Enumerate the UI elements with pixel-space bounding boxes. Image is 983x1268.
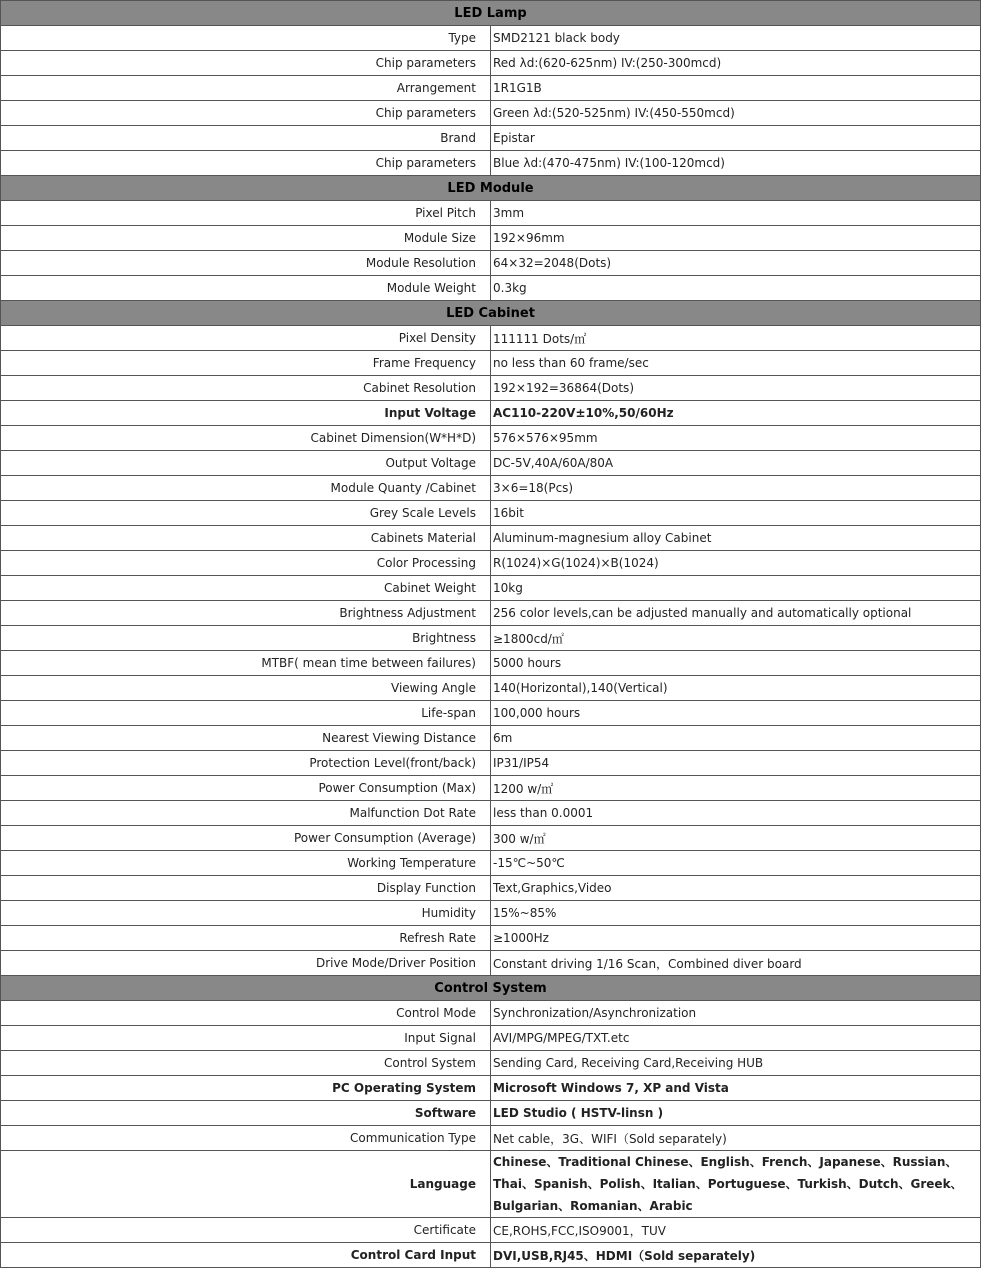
- spec-row: [1, 1126, 981, 1151]
- spec-value: Synchronization/Asynchronization: [491, 1001, 981, 1026]
- spec-row: [1, 451, 981, 476]
- spec-label: Protection Level(front/back): [1, 751, 491, 776]
- spec-label: Power Consumption (Average): [1, 826, 491, 851]
- spec-value: Blue λd:(470-475nm) IV:(100-120mcd): [491, 151, 981, 176]
- spec-value: Aluminum-magnesium alloy Cabinet: [491, 526, 981, 551]
- spec-row: [1, 1001, 981, 1026]
- spec-label: Cabinet Resolution: [1, 376, 491, 401]
- spec-row: [1, 676, 981, 701]
- spec-label: Drive Mode/Driver Position: [1, 951, 491, 976]
- spec-row: [1, 926, 981, 951]
- spec-value: SMD2121 black body: [491, 26, 981, 51]
- spec-value: 192×192=36864(Dots): [491, 376, 981, 401]
- section-header-row: [1, 176, 981, 201]
- spec-label: Input Voltage: [1, 401, 491, 426]
- spec-row: [1, 401, 981, 426]
- spec-row: [1, 601, 981, 626]
- spec-row: [1, 201, 981, 226]
- spec-row: [1, 951, 981, 976]
- spec-label: Chip parameters: [1, 51, 491, 76]
- spec-value: less than 0.0001: [491, 801, 981, 826]
- spec-row: [1, 526, 981, 551]
- spec-label: Pixel Pitch: [1, 201, 491, 226]
- spec-label: Control System: [1, 1051, 491, 1076]
- spec-value: 3×6=18(Pcs): [491, 476, 981, 501]
- spec-label: Cabinets Material: [1, 526, 491, 551]
- section-title: LED Cabinet: [1, 301, 981, 326]
- spec-value: 15%~85%: [491, 901, 981, 926]
- spec-value: 5000 hours: [491, 651, 981, 676]
- spec-label: Control Mode: [1, 1001, 491, 1026]
- spec-row: [1, 1051, 981, 1076]
- spec-value: IP31/IP54: [491, 751, 981, 776]
- spec-label: Life-span: [1, 701, 491, 726]
- spec-value: CE,ROHS,FCC,ISO9001，TUV: [491, 1218, 981, 1243]
- spec-label: MTBF( mean time between failures): [1, 651, 491, 676]
- spec-value: Red λd:(620-625nm) IV:(250-300mcd): [491, 51, 981, 76]
- spec-value: Epistar: [491, 126, 981, 151]
- spec-value: LED Studio ( HSTV-linsn ): [491, 1101, 981, 1126]
- spec-value: ≥1800cd/㎡: [491, 626, 981, 651]
- spec-label: PC Operating System: [1, 1076, 491, 1101]
- spec-label: Humidity: [1, 901, 491, 926]
- spec-row: [1, 826, 981, 851]
- section-title: Control System: [1, 976, 981, 1001]
- spec-value: Microsoft Windows 7, XP and Vista: [491, 1076, 981, 1101]
- spec-label: Frame Frequency: [1, 351, 491, 376]
- spec-row: [1, 726, 981, 751]
- spec-row: [1, 1151, 981, 1218]
- spec-label: Cabinet Weight: [1, 576, 491, 601]
- spec-value: Green λd:(520-525nm) IV:(450-550mcd): [491, 101, 981, 126]
- spec-value: 300 w/㎡: [491, 826, 981, 851]
- spec-row: [1, 876, 981, 901]
- spec-label: Chip parameters: [1, 151, 491, 176]
- spec-value: 256 color levels,can be adjusted manually and automatically optional: [491, 601, 981, 626]
- spec-label: Brightness Adjustment: [1, 601, 491, 626]
- spec-value: DVI,USB,RJ45、HDMI（Sold separately): [491, 1243, 981, 1268]
- spec-label: Brand: [1, 126, 491, 151]
- spec-value: 3mm: [491, 201, 981, 226]
- spec-value: 0.3kg: [491, 276, 981, 301]
- spec-row: [1, 1101, 981, 1126]
- spec-value: Sending Card, Receiving Card,Receiving HUB: [491, 1051, 981, 1076]
- spec-row: [1, 851, 981, 876]
- spec-label: Module Weight: [1, 276, 491, 301]
- spec-row: [1, 751, 981, 776]
- spec-row: [1, 151, 981, 176]
- spec-label: Software: [1, 1101, 491, 1126]
- spec-row: [1, 1026, 981, 1051]
- section-title: LED Module: [1, 176, 981, 201]
- spec-label: Pixel Density: [1, 326, 491, 351]
- spec-value: Constant driving 1/16 Scan，Combined diver board: [491, 951, 981, 976]
- spec-label: Grey Scale Levels: [1, 501, 491, 526]
- spec-value: AVI/MPG/MPEG/TXT.etc: [491, 1026, 981, 1051]
- spec-value: 111111 Dots/㎡: [491, 326, 981, 351]
- section-header-row: [1, 1, 981, 26]
- spec-row: [1, 276, 981, 301]
- spec-label: Control Card Input: [1, 1243, 491, 1268]
- spec-label: Cabinet Dimension(W*H*D): [1, 426, 491, 451]
- spec-row: [1, 101, 981, 126]
- spec-row: [1, 576, 981, 601]
- spec-row: [1, 76, 981, 101]
- spec-value: DC-5V,40A/60A/80A: [491, 451, 981, 476]
- spec-value: Chinese、Traditional Chinese、English、French、Japanese、Russian、Thai、Spanish、Polish、Italian、Portuguese、Turkish、Dutch、Greek、Bulgarian、Romanian、Arabic: [491, 1151, 981, 1218]
- spec-row: [1, 51, 981, 76]
- section-title: LED Lamp: [1, 1, 981, 26]
- spec-label: Chip parameters: [1, 101, 491, 126]
- spec-value: Text,Graphics,Video: [491, 876, 981, 901]
- spec-table-body: [1, 1, 981, 1268]
- spec-label: Module Quanty /Cabinet: [1, 476, 491, 501]
- spec-row: [1, 801, 981, 826]
- spec-value: 1200 w/㎡: [491, 776, 981, 801]
- spec-label: Power Consumption (Max): [1, 776, 491, 801]
- spec-label: Display Function: [1, 876, 491, 901]
- spec-label: Language: [1, 1151, 491, 1218]
- spec-value: 1R1G1B: [491, 76, 981, 101]
- spec-label: Viewing Angle: [1, 676, 491, 701]
- spec-row: [1, 476, 981, 501]
- spec-value: 64×32=2048(Dots): [491, 251, 981, 276]
- spec-row: [1, 426, 981, 451]
- spec-row: [1, 376, 981, 401]
- spec-label: Type: [1, 26, 491, 51]
- spec-label: Working Temperature: [1, 851, 491, 876]
- spec-row: [1, 26, 981, 51]
- spec-row: [1, 226, 981, 251]
- spec-row: [1, 351, 981, 376]
- spec-row: [1, 326, 981, 351]
- spec-value: R(1024)×G(1024)×B(1024): [491, 551, 981, 576]
- spec-label: Output Voltage: [1, 451, 491, 476]
- spec-value: 140(Horizontal),140(Vertical): [491, 676, 981, 701]
- spec-row: [1, 701, 981, 726]
- spec-value: Net cable，3G、WIFI（Sold separately): [491, 1126, 981, 1151]
- spec-label: Communication Type: [1, 1126, 491, 1151]
- spec-value: -15℃~50℃: [491, 851, 981, 876]
- spec-value: no less than 60 frame/sec: [491, 351, 981, 376]
- spec-label: Input Signal: [1, 1026, 491, 1051]
- spec-row: [1, 901, 981, 926]
- spec-label: Certificate: [1, 1218, 491, 1243]
- spec-label: Refresh Rate: [1, 926, 491, 951]
- spec-label: Color Processing: [1, 551, 491, 576]
- spec-row: [1, 1218, 981, 1243]
- spec-value: AC110-220V±10%,50/60Hz: [491, 401, 981, 426]
- section-header-row: [1, 301, 981, 326]
- spec-row: [1, 776, 981, 801]
- spec-row: [1, 251, 981, 276]
- spec-row: [1, 551, 981, 576]
- spec-row: [1, 626, 981, 651]
- spec-label: Malfunction Dot Rate: [1, 801, 491, 826]
- spec-label: Nearest Viewing Distance: [1, 726, 491, 751]
- spec-row: [1, 651, 981, 676]
- spec-label: Brightness: [1, 626, 491, 651]
- spec-value: 10kg: [491, 576, 981, 601]
- spec-label: Arrangement: [1, 76, 491, 101]
- spec-row: [1, 1076, 981, 1101]
- spec-label: Module Size: [1, 226, 491, 251]
- spec-value: ≥1000Hz: [491, 926, 981, 951]
- section-header-row: [1, 976, 981, 1001]
- spec-value: 100,000 hours: [491, 701, 981, 726]
- spec-row: [1, 1243, 981, 1268]
- spec-row: [1, 126, 981, 151]
- spec-label: Module Resolution: [1, 251, 491, 276]
- spec-value: 6m: [491, 726, 981, 751]
- spec-row: [1, 501, 981, 526]
- spec-value: 192×96mm: [491, 226, 981, 251]
- spec-value: 576×576×95mm: [491, 426, 981, 451]
- spec-value: 16bit: [491, 501, 981, 526]
